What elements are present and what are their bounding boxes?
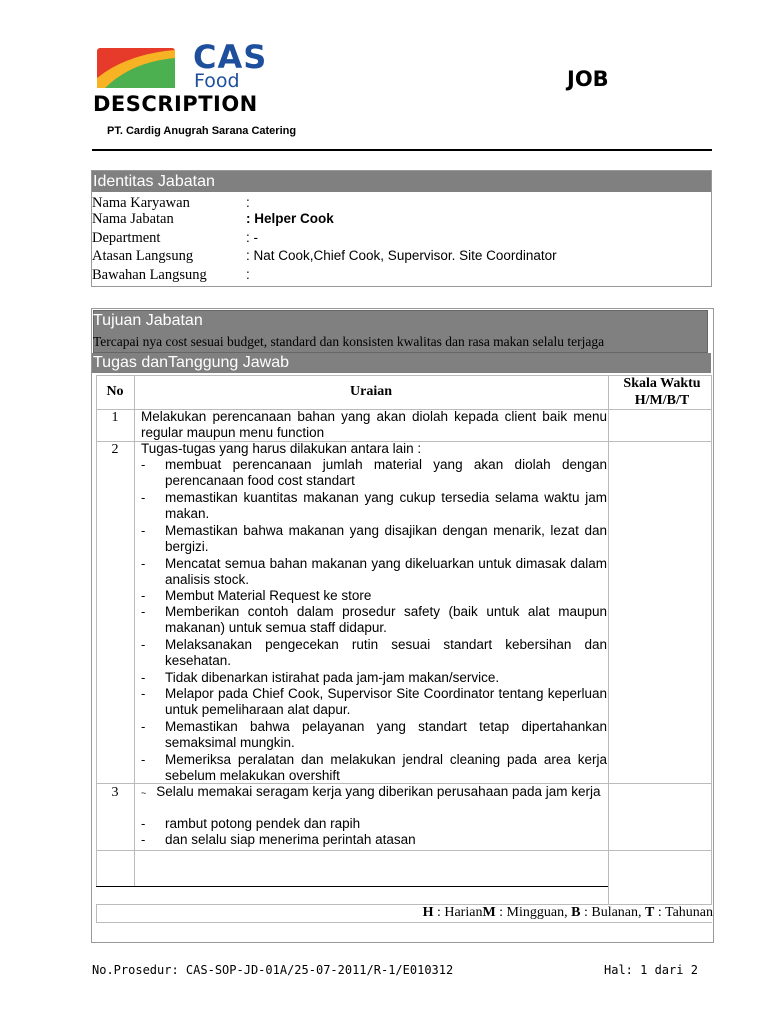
list-item: Mencatat semua bahan makanan yang dikeluarkan untuk dimasak dalam analisis stock. <box>165 556 607 588</box>
list-item: Memeriksa peralatan dan melakukan jendral cleaning pada area kerja sebelum melakukan overshift <box>165 752 607 784</box>
identitas-value-bawahan: : <box>246 267 250 282</box>
identitas-label-atasan: Atasan Langsung <box>92 248 194 264</box>
title-job: JOB <box>567 67 609 91</box>
bullet-dash: - <box>141 604 146 619</box>
legend-h: H <box>422 905 434 920</box>
bullet-dash: - <box>141 523 146 538</box>
row-3-list <box>141 816 607 848</box>
logo-sub: Food <box>194 70 240 92</box>
bullet-dash: - <box>141 588 146 603</box>
col-skala-line2: H/M/B/T <box>634 393 690 408</box>
list-item: Memastikan bahwa pelayanan yang standart tetap dipertahankan semaksimal mungkin. <box>165 719 607 751</box>
list-item: Memastikan bahwa makanan yang disajikan dengan menarik, lezat dan bergizi. <box>165 523 607 555</box>
tujuan-text: Tercapai nya cost sesuai budget, standard dan konsisten kwalitas dan rasa makan selalu terjaga <box>93 334 605 349</box>
list-item: membuat perencanaan jumlah material yang akan diolah dengan perencanaan food cost standart <box>165 457 607 489</box>
bullet-dash: - <box>141 832 146 847</box>
legend-b-text: : Bulanan, <box>580 905 646 920</box>
footer-procedure: No.Prosedur: CAS-SOP-JD-01A/25-07-2011/R-1/E010312 <box>92 963 454 977</box>
row-no-1: 1 <box>111 410 119 425</box>
row-no-2: 2 <box>111 442 119 457</box>
company-logo-icon <box>97 48 175 88</box>
bullet-dash: - <box>141 816 146 831</box>
legend-m: M <box>482 905 496 920</box>
list-item: dan selalu siap menerima perintah atasan <box>165 832 416 847</box>
bullet-dash: - <box>141 752 146 767</box>
identitas-heading: Identitas Jabatan <box>92 171 711 192</box>
identitas-label-nama-jabatan: Nama Jabatan <box>92 211 174 227</box>
list-item: rambut potong pendek dan rapih <box>165 816 361 831</box>
legend-m-text: : Mingguan, <box>495 905 572 920</box>
bullet-dash: - <box>141 490 146 505</box>
bullet-dash: - <box>141 670 146 685</box>
identitas-value-nama-jabatan: : Helper Cook <box>246 211 334 226</box>
identitas-label-department: Department <box>92 230 161 246</box>
list-item: Melapor pada Chief Cook, Supervisor Site Coordinator tentang keperluan untuk pemeliharaan alat dapur. <box>165 686 607 718</box>
row-intro-2: Tugas-tugas yang harus dilakukan antara lain : <box>141 441 422 456</box>
col-no-header: No <box>106 384 124 399</box>
list-item: memastikan kuantitas makanan yang cukup tersedia selama waktu jam makan. <box>165 490 607 522</box>
bullet-dash: - <box>141 457 146 472</box>
row-no-3: 3 <box>111 785 119 800</box>
footer-page-number: Hal: 1 dari 2 <box>604 963 698 977</box>
legend-b: B <box>571 905 581 920</box>
identitas-value-nama-karyawan: : <box>246 195 250 210</box>
list-item: Melaksanakan pengecekan rutin sesuai standart kebersihan dan kesehatan. <box>165 637 607 669</box>
time-scale-legend <box>423 905 713 921</box>
list-item: Memberikan contoh dalam prosedur safety (baik untuk alat maupun makanan) untuk semua staff didapur. <box>165 604 607 636</box>
identitas-label-bawahan: Bawahan Langsung <box>92 267 207 283</box>
header-divider <box>92 149 712 151</box>
col-uraian-header: Uraian <box>350 384 392 399</box>
bullet-dash: - <box>141 637 146 652</box>
logo-brand: CAS <box>193 38 268 76</box>
row-text-1: Melakukan perencanaan bahan yang akan diolah kepada client baik menu regular maupun menu function <box>141 409 607 441</box>
bullet-dash: - <box>141 686 146 701</box>
bullet-dash: - <box>141 556 146 571</box>
row-intro-3 <box>141 784 607 801</box>
tugas-heading: Tugas danTanggung Jawab <box>92 353 711 373</box>
title-description: DESCRIPTION <box>93 92 258 116</box>
company-name: PT. Cardig Anugrah Sarana Catering <box>107 125 297 137</box>
row-2-list <box>141 457 607 785</box>
list-item: Membut Material Request ke store <box>165 588 372 603</box>
row-intro-3-text: Selalu memakai seragam kerja yang diberikan perusahaan pada jam kerja <box>156 784 601 799</box>
identitas-value-atasan: : Nat Cook,Chief Cook, Supervisor. Site Coordinator <box>246 248 557 263</box>
col-skala-header <box>608 375 716 409</box>
legend-t: T <box>645 905 655 920</box>
tilde-bullet: ~ <box>141 788 147 798</box>
legend-t-text: : Tahunan <box>654 905 713 920</box>
legend-h-text: : Harian <box>433 905 483 920</box>
tujuan-heading: Tujuan Jabatan <box>93 312 203 329</box>
list-item: Tidak dibenarkan istirahat pada jam-jam makan/service. <box>165 670 500 685</box>
col-skala-line1: Skala Waktu <box>623 376 701 391</box>
identitas-label-nama-karyawan: Nama Karyawan <box>92 195 190 211</box>
bullet-dash: - <box>141 719 146 734</box>
identitas-value-department: : - <box>246 230 258 245</box>
